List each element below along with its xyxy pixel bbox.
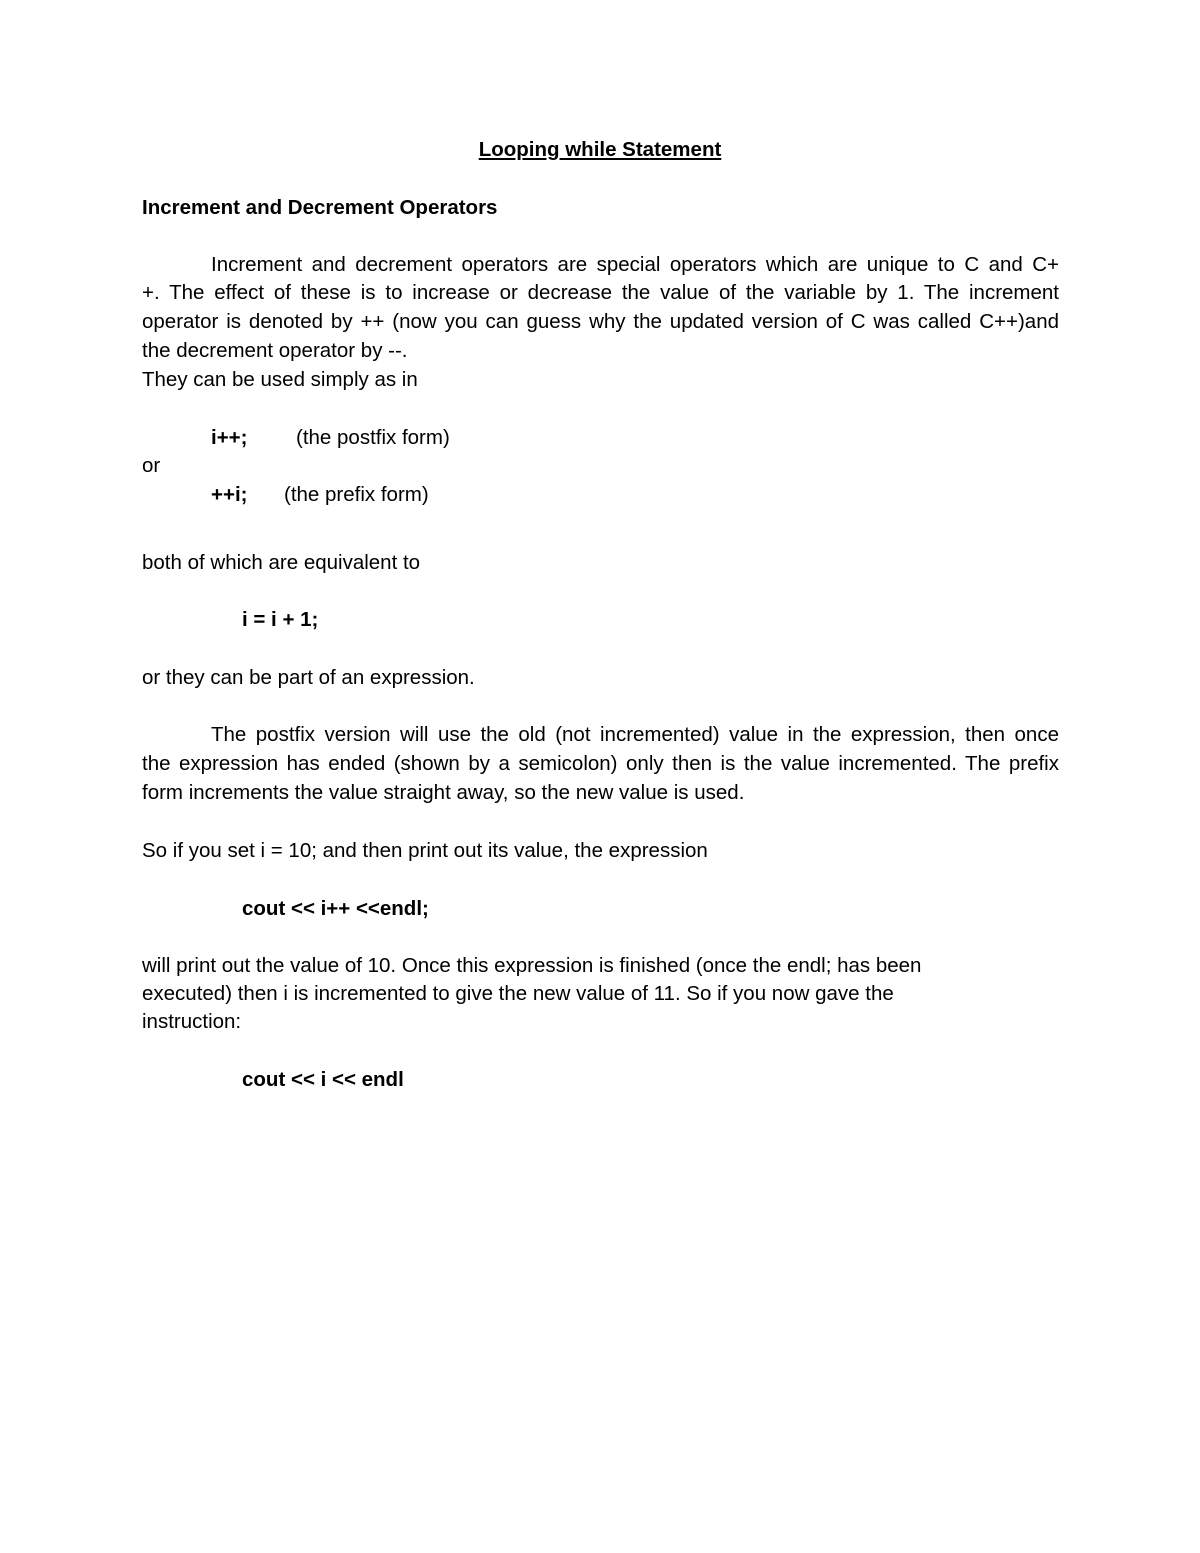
para2-line3: form increments the value straight away, so the new value is used.	[142, 781, 745, 804]
equiv-code: i = i + 1;	[242, 608, 319, 631]
equiv-intro: both of which are equivalent to	[142, 551, 421, 574]
example-intro: So if you set i = 10; and then print out its value, the expression	[142, 839, 708, 862]
para2-line1: The postfix version will use the old (not incremented) value in the expression, then once	[211, 723, 1059, 746]
or-text: or	[142, 454, 161, 477]
para1-line3: operator is denoted by ++ (now you can guess why the updated version of C was called C++)and	[142, 310, 1059, 333]
usage-intro: They can be used simply as in	[142, 368, 418, 391]
para2-line2: the expression has ended (shown by a semicolon) only then is the value incremented. The prefix	[142, 752, 1059, 775]
prefix-code: ++i;	[211, 483, 248, 506]
para1-line1: Increment and decrement operators are special operators which are unique to C and C+	[211, 253, 1059, 276]
page-title: Looping while Statement	[478, 138, 722, 161]
section-heading: Increment and Decrement Operators	[142, 196, 498, 219]
para3-line1: will print out the value of 10. Once this expression is finished (once the endl; has been	[142, 954, 922, 977]
expression-text: or they can be part of an expression.	[142, 666, 475, 689]
postfix-label: (the postfix form)	[296, 426, 450, 449]
code-example-2: cout << i << endl	[242, 1068, 404, 1091]
para1-line2: +. The effect of these is to increase or decrease the value of the variable by 1. The increment	[142, 281, 1059, 304]
para1-line4: the decrement operator by --.	[142, 339, 408, 362]
para3-line3: instruction:	[142, 1010, 242, 1033]
para3-line2: executed) then i is incremented to give the new value of 11. So if you now gave the	[142, 982, 894, 1005]
postfix-code: i++;	[211, 426, 248, 449]
code-example-1: cout << i++ <<endl;	[242, 897, 429, 920]
prefix-label: (the prefix form)	[284, 483, 429, 506]
